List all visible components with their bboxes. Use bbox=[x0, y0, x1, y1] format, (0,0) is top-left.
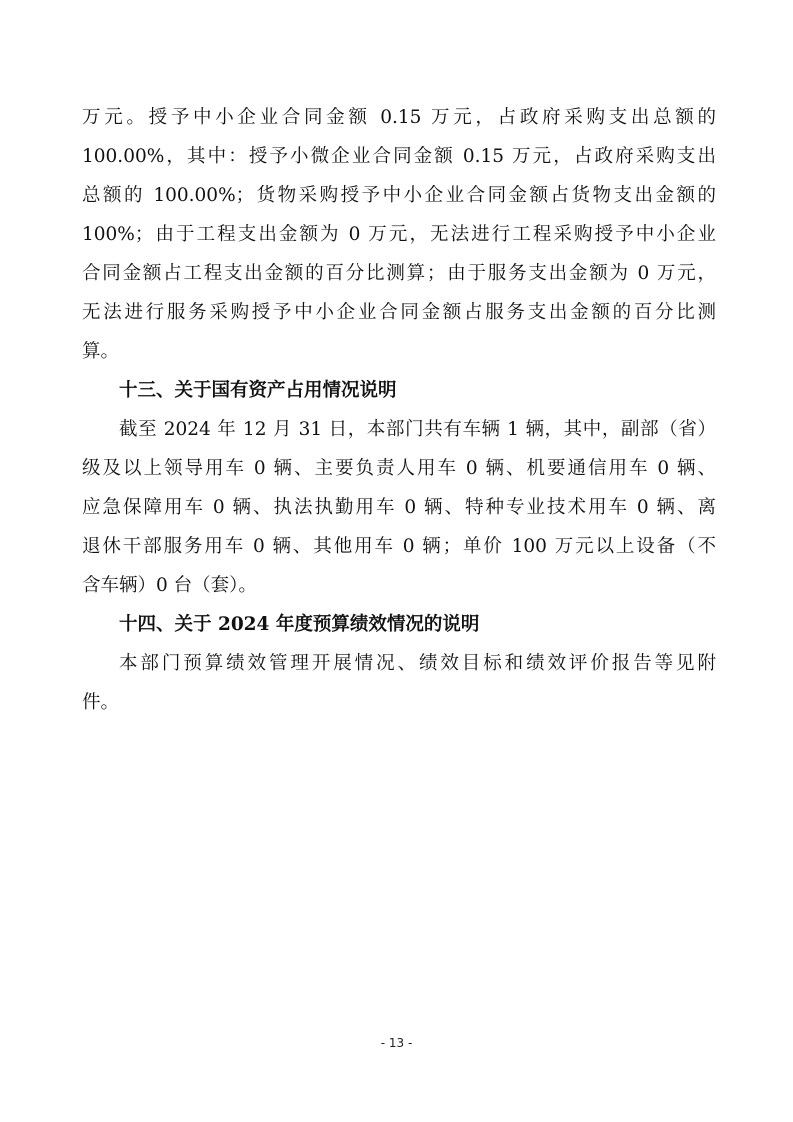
text-line: 100.00%，其中：授予小微企业合同金额 0.15 万元，占政府采购支出 bbox=[82, 146, 716, 167]
text-line: 级及以上领导用车 0 辆、主要负责人用车 0 辆、机要通信用车 0 辆、 bbox=[82, 458, 716, 479]
section-heading-14: 十四、关于 2024 年度预算绩效情况的说明 bbox=[119, 614, 480, 635]
paragraph-performance bbox=[82, 644, 716, 722]
text-line: 无法进行服务采购授予中小企业合同金额占服务支出金额的百分比测 bbox=[82, 302, 716, 323]
text-line: 万元。授予中小企业合同金额 0.15 万元，占政府采购支出总额的 bbox=[82, 107, 716, 128]
page-number: - 13 - bbox=[380, 1036, 413, 1050]
text-line: 总额的 100.00%；货物采购授予中小企业合同金额占货物支出金额的 bbox=[82, 185, 716, 206]
text-line: 截至 2024 年 12 月 31 日，本部门共有车辆 1 辆，其中，副部（省） bbox=[119, 419, 716, 440]
document-body bbox=[82, 98, 716, 722]
paragraph-procurement bbox=[82, 98, 716, 371]
section-heading-13: 十三、关于国有资产占用情况说明 bbox=[119, 380, 397, 401]
text-line: 件。 bbox=[82, 692, 120, 713]
text-line: 100%；由于工程支出金额为 0 万元，无法进行工程采购授予中小企业 bbox=[82, 224, 716, 245]
text-line: 应急保障用车 0 辆、执法执勤用车 0 辆、特种专业技术用车 0 辆、离 bbox=[82, 497, 716, 518]
text-line: 合同金额占工程支出金额的百分比测算；由于服务支出金额为 0 万元， bbox=[82, 263, 716, 284]
paragraph-assets bbox=[82, 410, 716, 605]
text-line: 本部门预算绩效管理开展情况、绩效目标和绩效评价报告等见附 bbox=[119, 653, 716, 674]
text-line: 算。 bbox=[82, 341, 120, 362]
text-line: 含车辆）0 台（套）。 bbox=[82, 575, 257, 596]
text-line: 退休干部服务用车 0 辆、其他用车 0 辆；单价 100 万元以上设备（不 bbox=[82, 536, 716, 557]
